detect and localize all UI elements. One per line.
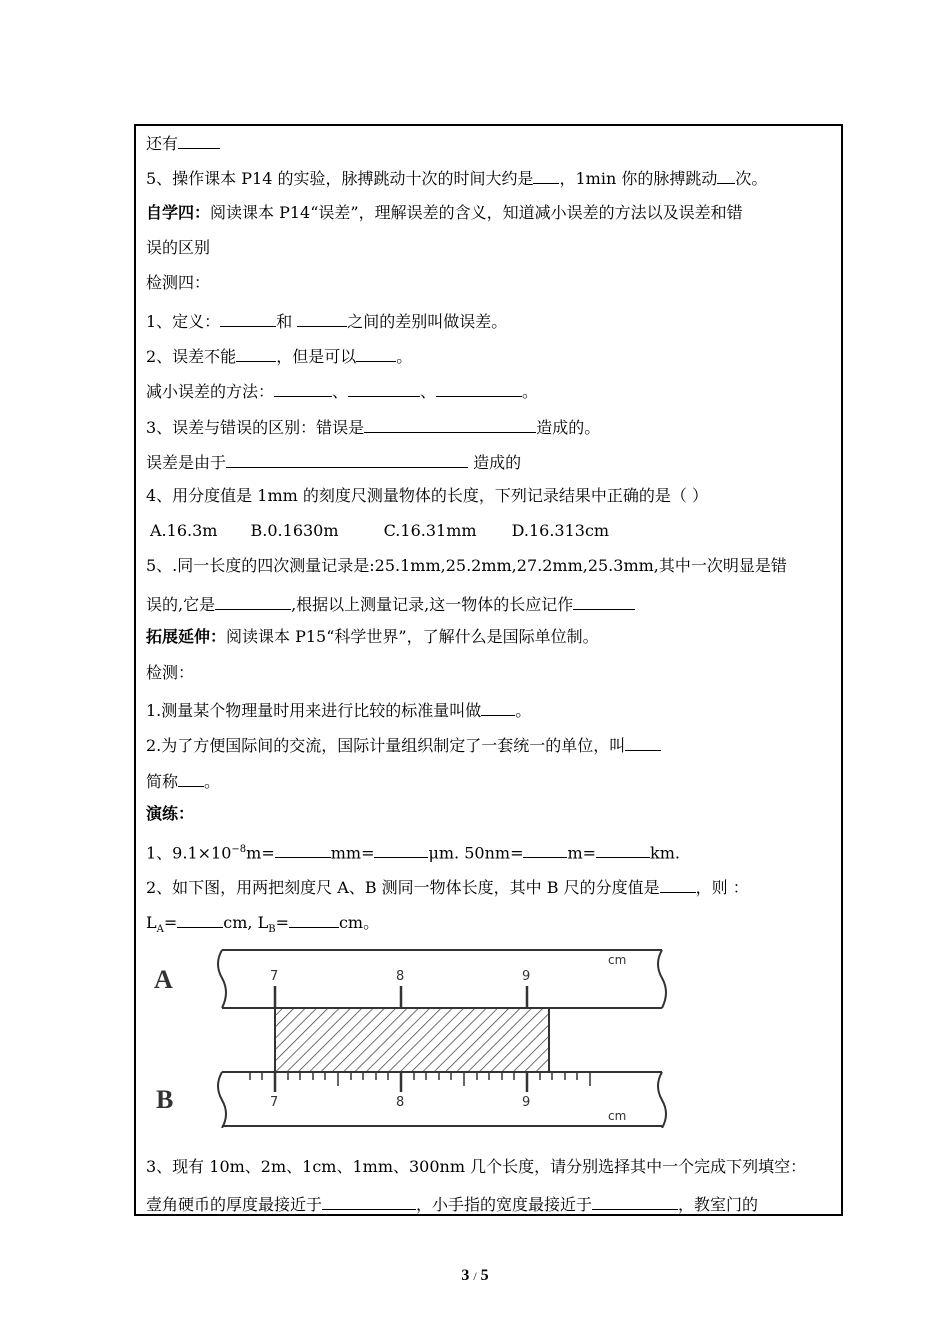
- ruler-a-label: A: [154, 965, 173, 994]
- line-2: 5、操作课本 P14 的实验，脉搏跳动十次的时间大约是 ，1min 你的脉搏跳动 次。: [146, 165, 767, 190]
- measured-object: [275, 1008, 549, 1072]
- blank[interactable]: [215, 591, 291, 610]
- line-4: 误的区别: [146, 238, 211, 257]
- line-21: 1、$9.1\times 10^{-8}m= mm= \mu m$. 50nm= m= km.: [146, 839, 680, 864]
- line-8: 减小误差的方法： 、 、 。: [146, 378, 538, 403]
- ruler-b-unit: cm: [608, 1109, 627, 1123]
- blank[interactable]: [356, 343, 396, 362]
- line-6: 1、定义： 和 之间的差别叫做误差。: [146, 308, 507, 333]
- line-5: 检测四：: [146, 273, 211, 292]
- line-23: $L_A=$ cm, $L_B=$ cm。: [146, 909, 379, 941]
- ruler-b: [156, 1072, 666, 1128]
- blank[interactable]: [178, 130, 220, 149]
- tick-label-7a: 7: [270, 969, 279, 984]
- line-14: 误的,它是 ,根据以上测量记录,这一物体的长应记作: [146, 591, 635, 616]
- option-b[interactable]: B.0.1630m: [250, 521, 339, 540]
- blank[interactable]: [523, 839, 567, 858]
- blank[interactable]: [364, 414, 536, 433]
- line-10: 误差是由于 造成的: [146, 449, 521, 474]
- line-12-options: [146, 520, 609, 542]
- line-25: 壹角硬币的厚度最接近于 ，小手指的宽度最接近于 ，教室门的: [146, 1191, 758, 1216]
- line-7: 2、误差不能 ，但是可以 。: [146, 343, 412, 368]
- blank[interactable]: [226, 449, 468, 468]
- tick-label-9b: 9: [522, 1095, 531, 1110]
- tick-label-7b: 7: [270, 1095, 279, 1110]
- blank[interactable]: [178, 768, 204, 787]
- blank[interactable]: [481, 697, 515, 716]
- blank[interactable]: [322, 1191, 416, 1210]
- tick-label-8a: 8: [396, 969, 405, 984]
- blank[interactable]: [275, 839, 331, 858]
- line-13: 5、.同一长度的四次测量记录是:25.1mm,25.2mm,27.2mm,25.3mm,其中一次明显是错: [146, 556, 787, 575]
- blank[interactable]: [236, 343, 276, 362]
- blank[interactable]: [592, 1191, 678, 1210]
- blank[interactable]: [533, 165, 559, 184]
- blank[interactable]: [436, 378, 522, 397]
- line-15: 拓展延伸：阅读课本 P15“科学世界”，了解什么是国际单位制。: [146, 627, 599, 646]
- line-3: 自学四：阅读课本 P14“误差”，理解误差的含义，知道减小误差的方法以及误差和错: [146, 203, 743, 222]
- line-1: 还有: [146, 130, 220, 155]
- ruler-b-label: B: [156, 1085, 174, 1114]
- option-d[interactable]: D.16.313cm: [511, 521, 610, 540]
- blank[interactable]: [374, 839, 428, 858]
- blank[interactable]: [660, 874, 696, 893]
- blank[interactable]: [348, 378, 420, 397]
- line-16: 检测：: [146, 663, 195, 682]
- ruler-a-unit: cm: [608, 953, 627, 967]
- line-19: 简称 。: [146, 768, 220, 793]
- line-20: 演练：: [146, 804, 195, 823]
- line-9: 3、误差与错误的区别：错误是 造成的。: [146, 414, 600, 439]
- blank[interactable]: [274, 378, 332, 397]
- blank[interactable]: [177, 909, 223, 928]
- blank[interactable]: [297, 308, 347, 327]
- document-frame: [134, 124, 843, 1216]
- ruler-a: [154, 950, 666, 1008]
- line-22: 2、如下图，用两把刻度尺 A、B 测同一物体长度，其中 B 尺的分度值是 ，则 ：: [146, 874, 749, 899]
- page-number: 3 / 5: [461, 1267, 489, 1284]
- line-17: 1.测量某个物理量时用来进行比较的标准量叫做 。: [146, 697, 531, 722]
- tick-label-9a: 9: [522, 969, 531, 984]
- line-18: 2.为了方便国际间的交流，国际计量组织制定了一套统一的单位，叫: [146, 732, 661, 757]
- option-a[interactable]: A.16.3m: [150, 521, 218, 540]
- ruler-figure: [152, 946, 712, 1128]
- line-24: 3、现有 10m、2m、1cm、1mm、300nm 几个长度，请分别选择其中一个完成下列填空：: [146, 1157, 807, 1176]
- blank[interactable]: [596, 839, 650, 858]
- option-c[interactable]: C.16.31mm: [383, 521, 477, 540]
- tick-label-8b: 8: [396, 1095, 405, 1110]
- blank[interactable]: [717, 165, 735, 184]
- line-11: 4、用分度值是 1mm 的刻度尺测量物体的长度，下列记录结果中正确的是（ ）: [146, 486, 708, 505]
- blank[interactable]: [289, 909, 339, 928]
- blank[interactable]: [625, 732, 661, 751]
- blank[interactable]: [573, 591, 635, 610]
- blank[interactable]: [220, 308, 276, 327]
